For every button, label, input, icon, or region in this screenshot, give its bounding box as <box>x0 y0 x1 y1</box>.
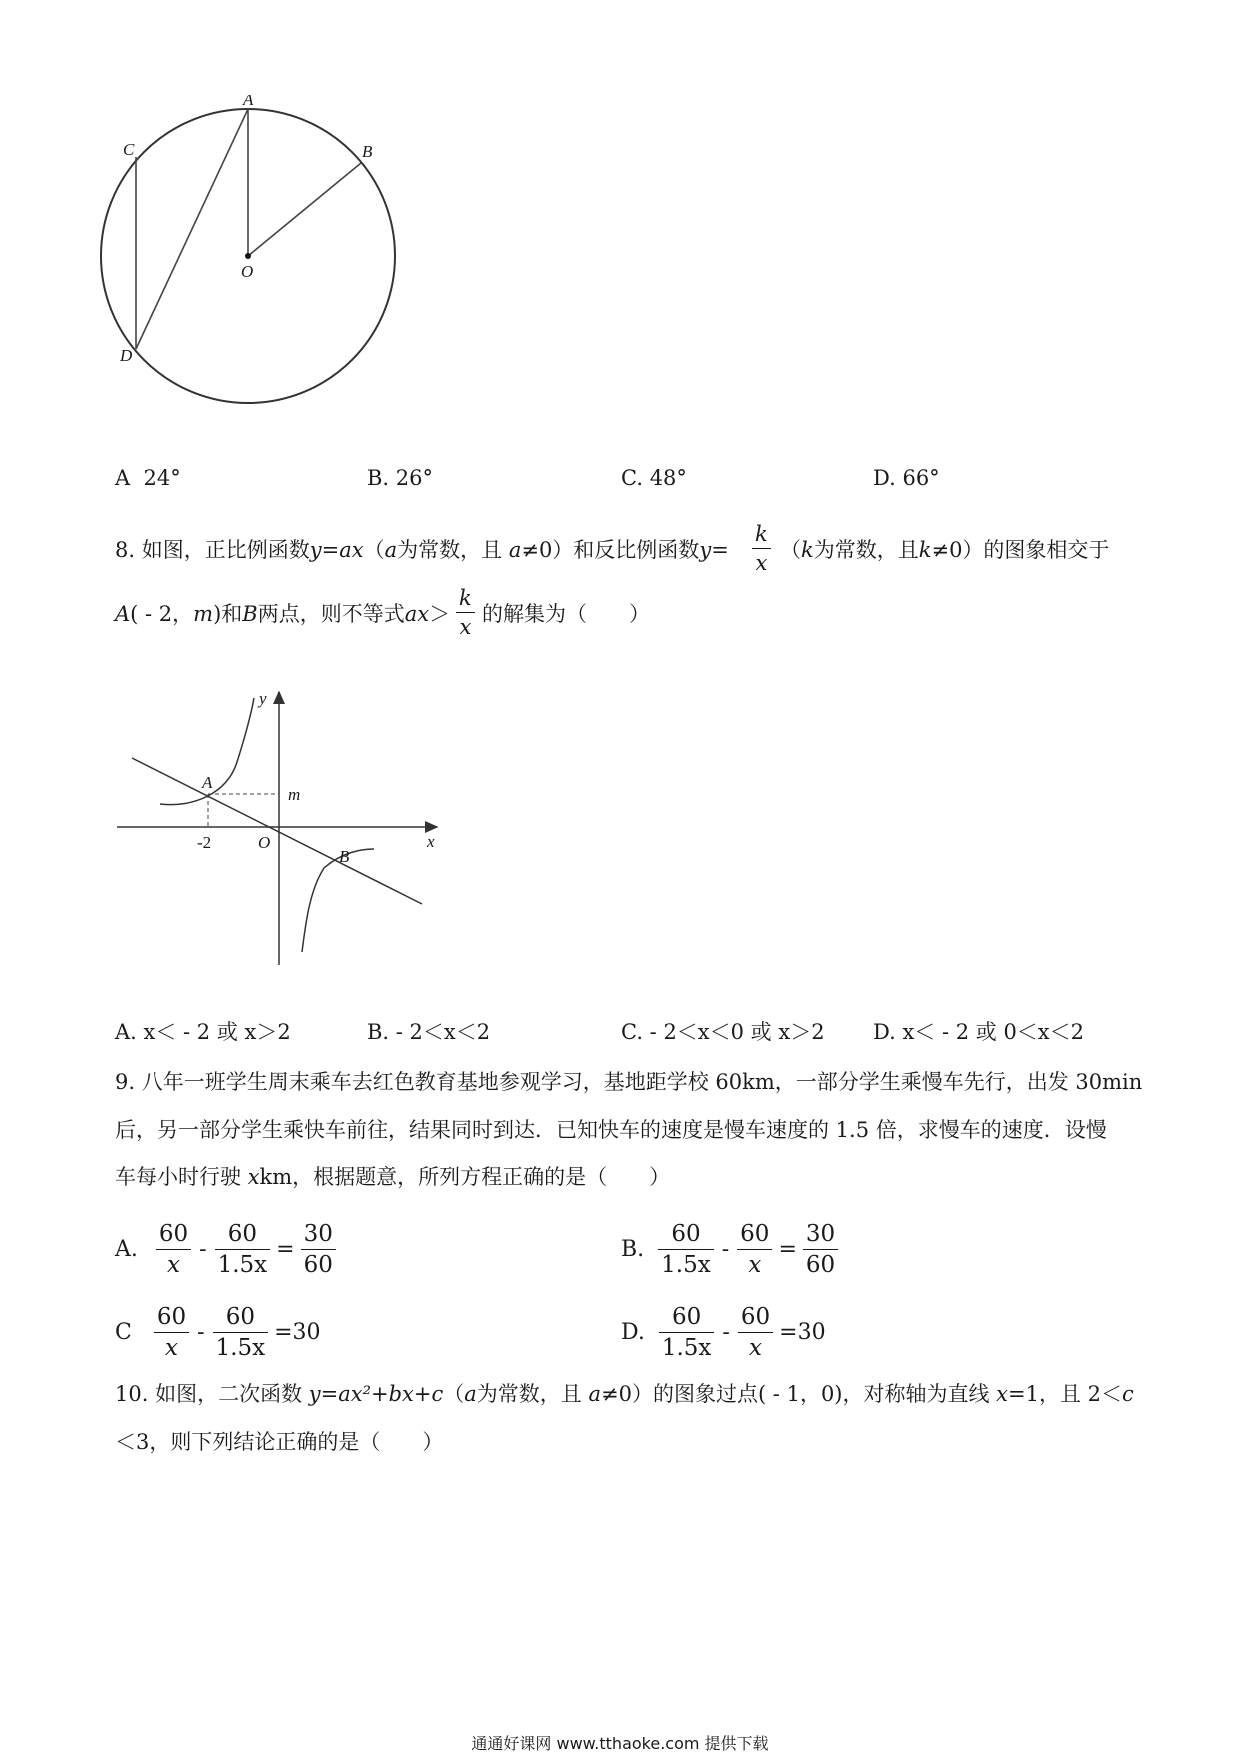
q8-option-a[interactable]: A. x＜ - 2 或 x＞2 <box>115 1020 291 1044</box>
q9-stem-line3: 车每小时行驶 xkm，根据题意，所列方程正确的是（ ） <box>115 1165 671 1189</box>
q8-stem-line2: A( - 2，m)和B两点，则不等式ax＞ <box>115 602 451 626</box>
label-x: x <box>427 832 435 851</box>
option-value: 66° <box>902 466 940 490</box>
label-m: m <box>288 785 301 804</box>
q7-option-a[interactable] <box>115 463 181 493</box>
q8-option-c[interactable]: C. - 2＜x＜0 或 x＞2 <box>621 1020 825 1044</box>
q8-fraction-inequality: k x <box>456 584 475 641</box>
option-label: A. <box>115 1237 138 1262</box>
center-point <box>245 253 251 259</box>
proportional-line <box>132 758 422 904</box>
fraction: $\frac{60}{1.5x}$ <box>213 1302 269 1363</box>
label-neg2: -2 <box>197 833 212 852</box>
label-C: C <box>123 140 135 159</box>
option-label: C. <box>621 466 643 490</box>
option-label: D. <box>621 1320 645 1345</box>
q8-function-graph <box>112 690 452 970</box>
fraction: $\frac{60}{1.5x}$ <box>659 1302 715 1363</box>
fraction: $\frac{60}{1.5x}$ <box>658 1219 714 1280</box>
fraction: $\frac{60}{x}$ <box>738 1302 773 1363</box>
option-label: B. <box>621 1237 645 1262</box>
fraction: $\frac{60}{1.5x}$ <box>215 1219 271 1280</box>
label-O: O <box>258 833 271 852</box>
q8-fraction-k-over-x: k x <box>752 520 771 577</box>
q9-option-a[interactable]: A. $\frac{60}{x}$ - $\frac{60}{1.5x}$ = $\frac{30}{60}$ <box>115 1219 340 1280</box>
label-D: D <box>120 346 133 365</box>
fraction: $\frac{60}{x}$ <box>156 1219 191 1280</box>
option-value: 48° <box>649 466 687 490</box>
q8-option-b[interactable]: B. - 2＜x＜2 <box>367 1020 491 1044</box>
q9-stem-line2: 后，另一部分学生乘快车前往，结果同时到达．已知快车的速度是慢车速度的 1.5 倍，求慢车的速度．设慢 <box>115 1118 1107 1142</box>
label-B: B <box>362 142 373 161</box>
fraction: $\frac{30}{60}$ <box>803 1219 838 1280</box>
option-value: 26° <box>395 466 434 490</box>
q8-stem-line1-cont: （k为常数，且k≠0）的图象相交于 <box>780 538 1110 562</box>
fraction: $\frac{60}{x}$ <box>154 1302 189 1363</box>
q7-circle-figure <box>100 95 420 415</box>
label-y: y <box>259 690 267 708</box>
q9-option-d[interactable]: D. $\frac{60}{1.5x}$ - $\frac{60}{x}$ =30 <box>621 1304 826 1361</box>
option-label: D. <box>873 466 896 490</box>
label-A: A <box>202 773 213 792</box>
label-B: B <box>339 847 350 866</box>
q7-option-c[interactable] <box>621 463 687 493</box>
option-label: B. <box>367 466 390 490</box>
q8-option-d[interactable]: D. x＜ - 2 或 0＜x＜2 <box>873 1020 1085 1044</box>
page-footer: 通通好课网 www.tthaoke.com 提供下载 <box>471 1734 769 1753</box>
q8-stem-line1: 8. 如图，正比例函数y=ax（a为常数，且 a≠0）和反比例函数y= <box>115 538 729 562</box>
option-value: 24° <box>143 466 181 490</box>
option-label: A <box>115 466 131 490</box>
q9-option-b[interactable]: B. $\frac{60}{1.5x}$ - $\frac{60}{x}$ = $\frac{30}{60}$ <box>621 1219 842 1280</box>
q10-stem-line1: 10. 如图，二次函数 y=ax²+bx+c（a为常数，且 a≠0）的图象过点( - 1，0)，对称轴为直线 x=1，且 2＜c <box>115 1382 1134 1406</box>
fraction: $\frac{60}{x}$ <box>737 1219 772 1280</box>
q8-stem-line2-cont: 的解集为（ ） <box>482 602 650 626</box>
option-label: C <box>115 1320 132 1345</box>
label-A: A <box>243 95 254 109</box>
q7-option-d[interactable] <box>873 463 940 493</box>
hyperbola-right-branch <box>302 849 374 952</box>
fraction: $\frac{30}{60}$ <box>301 1219 336 1280</box>
radius-OB <box>248 163 361 256</box>
q7-option-b[interactable] <box>367 463 433 493</box>
q9-option-c[interactable]: C $\frac{60}{x}$ - $\frac{60}{1.5x}$ =30 <box>115 1304 321 1361</box>
q9-stem-line1: 9. 八年一班学生周末乘车去红色教育基地参观学习，基地距学校 60km，一部分学生乘慢车先行，出发 30min <box>115 1070 1143 1094</box>
label-O: O <box>241 262 254 281</box>
q10-stem-line2: ＜3，则下列结论正确的是（ ） <box>115 1430 444 1454</box>
